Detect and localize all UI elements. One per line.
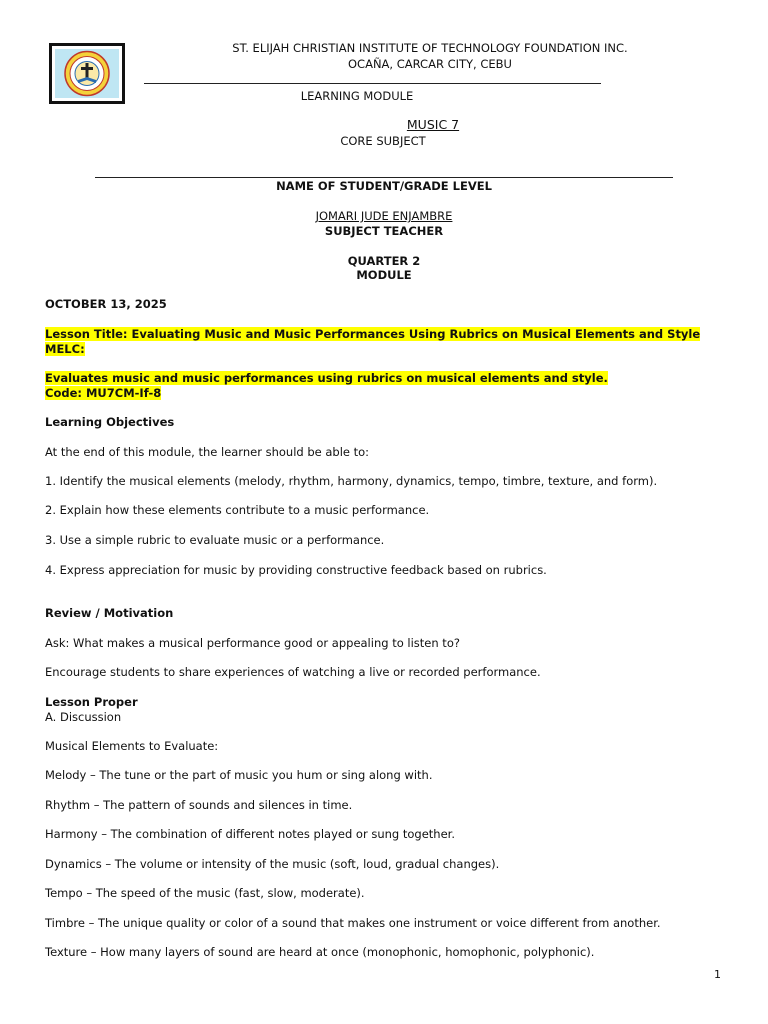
institution-address: OCAÑA, CARCAR CITY, CEBU <box>348 57 512 71</box>
objectives-heading: Learning Objectives <box>45 415 175 429</box>
objective-item: 4. Express appreciation for music by providing constructive feedback based on rubrics. <box>45 563 547 577</box>
name-divider <box>95 177 673 178</box>
element-item: Melody – The tune or the part of music you hum or sing along with. <box>45 768 433 782</box>
review-ask: Ask: What makes a musical performance good or appealing to listen to? <box>45 636 460 650</box>
teacher-name: JOMARI JUDE ENJAMBRE <box>315 209 453 223</box>
lesson-proper-sub: A. Discussion <box>45 710 122 724</box>
objective-item: 1. Identify the musical elements (melody, rhythm, harmony, dynamics, tempo, timbre, texture, and form). <box>45 474 658 488</box>
date: OCTOBER 13, 2025 <box>45 297 167 311</box>
melc-code: Code: MU7CM-If-8 <box>45 386 162 400</box>
institution-name: ST. ELIJAH CHRISTIAN INSTITUTE OF TECHNOLOGY FOUNDATION INC. <box>232 41 628 55</box>
objectives-intro: At the end of this module, the learner should be able to: <box>45 445 370 459</box>
student-name-label: NAME OF STUDENT/GRADE LEVEL <box>276 179 492 193</box>
lesson-title-block <box>45 327 725 357</box>
element-item: Timbre – The unique quality or color of a sound that makes one instrument or voice different from another. <box>45 916 661 930</box>
melc-label: MELC: <box>45 342 85 356</box>
header-divider <box>144 83 601 84</box>
teacher-label: SUBJECT TEACHER <box>324 224 444 238</box>
element-item: Rhythm – The pattern of sounds and silences in time. <box>45 798 353 812</box>
lesson-title: Lesson Title: Evaluating Music and Music Performances Using Rubrics on Musical Elements and Style <box>45 327 701 341</box>
module-type: LEARNING MODULE <box>300 89 414 103</box>
page-number: 1 <box>714 968 721 981</box>
element-item: Dynamics – The volume or intensity of the music (soft, loud, gradual changes). <box>45 857 500 871</box>
elements-heading: Musical Elements to Evaluate: <box>45 739 219 753</box>
objective-item: 3. Use a simple rubric to evaluate music or a performance. <box>45 533 385 547</box>
element-item: Harmony – The combination of different notes played or sung together. <box>45 827 455 841</box>
lesson-proper-heading: Lesson Proper <box>45 695 138 709</box>
module-label: MODULE <box>356 268 412 282</box>
review-heading: Review / Motivation <box>45 606 174 620</box>
seal-icon <box>55 49 119 98</box>
melc-block <box>45 371 725 401</box>
objective-item: 2. Explain how these elements contribute to a music performance. <box>45 503 430 517</box>
element-item: Texture – How many layers of sound are heard at once (monophonic, homophonic, polyphonic). <box>45 945 595 959</box>
quarter-label: QUARTER 2 <box>347 254 421 268</box>
melc-text: Evaluates music and music performances using rubrics on musical elements and style. <box>45 371 608 385</box>
subject-type: CORE SUBJECT <box>340 134 426 148</box>
review-encourage: Encourage students to share experiences of watching a live or recorded performance. <box>45 665 541 679</box>
school-logo <box>49 43 125 104</box>
subject-title: MUSIC 7 <box>406 117 460 132</box>
element-item: Tempo – The speed of the music (fast, slow, moderate). <box>45 886 365 900</box>
